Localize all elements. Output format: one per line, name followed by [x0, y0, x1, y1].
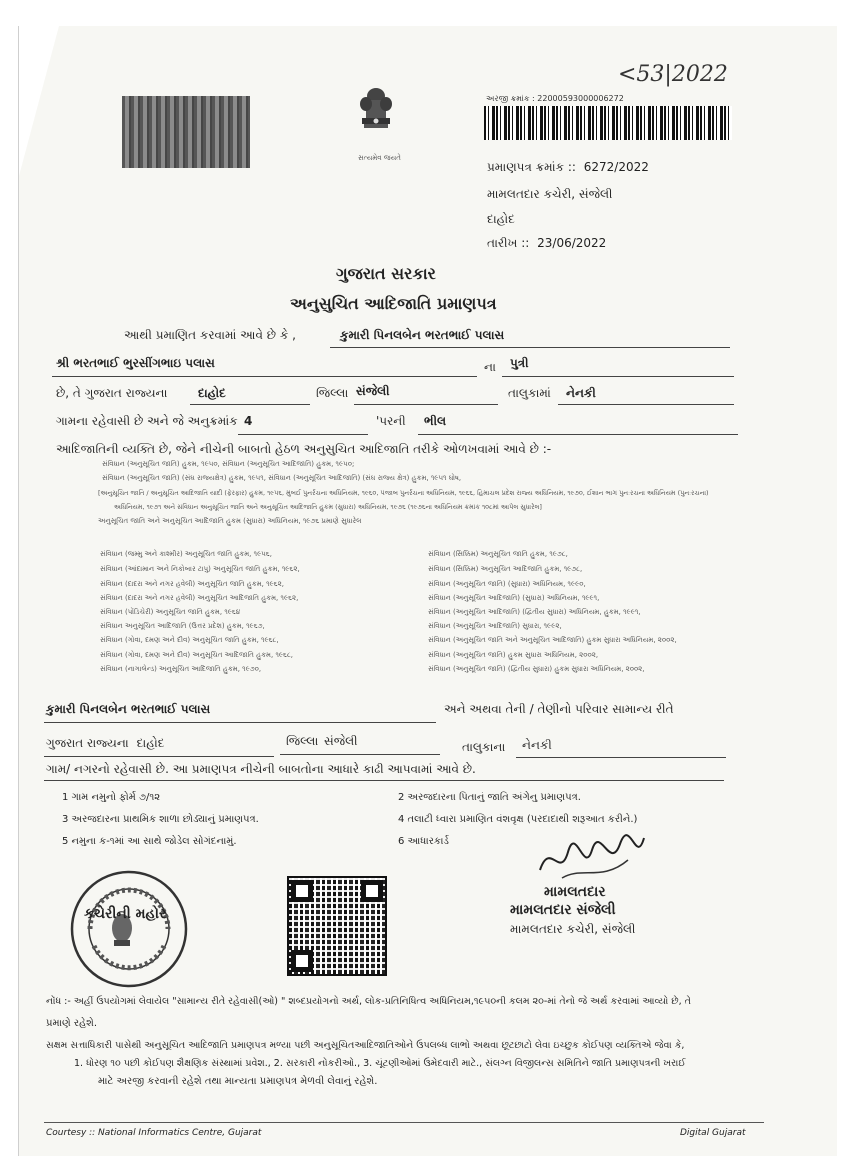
- orders-left-2: સંવિધાન (આંદામાન અને નિકોબાર ટાપુ) અનુસૂચિત જાતિ હુકમ, ૧૯૬૨,: [100, 565, 300, 573]
- document-1: 1 ગામ નમુનો ફોર્મ ૭/૧૨: [62, 792, 161, 803]
- family-text: અને અથવા તેની / તેણીનો પરિવાર સામાન્ય રીતે: [444, 702, 674, 716]
- signatory-office: મામલતદાર કચેરી, સંજેલી: [510, 922, 636, 936]
- note-line: નોંધ :- અહીં ઉપયોગમાં લેવાયેલ "સામાન્ય રીતે રહેવાસી(ઓ) " શબ્દપ્રયોગનો અર્થ, લોક-પ્રતિનિધિત્વ અધિનિયમ,૧૯૫૦ની કલમ ૨૦-માં તેનો જે અર્થ કરવામાં આવ્યો છે, તે: [46, 996, 691, 1007]
- benefit-line-1: સક્ષમ સત્તાધિકારી પાસેથી અનુસૂચિત આદિજાતિ પ્રમાણપત્ર મળ્યા પછી અનુસૂચિતઆદિજાતિઓને ઉપલબ્ધ લાભો અથવા છૂટછાટો લેવા ઇચ્છુક કોઈપણ વ્યક્તિએ જેવા કે,: [46, 1040, 685, 1051]
- father-name: શ્રી ભરતભાઈ ભુરસીંગભાઇ પલાસ: [56, 356, 215, 370]
- orders-line-5: અનુસૂચિત જાતિ અને અનુસૂચિત આદિજાતિ હુકમ (સુધારા) અધિનિયમ, ૧૯૭૬ પ્રમાણે સુધારેલ: [98, 517, 362, 525]
- document-5: 5 નમુના ક-૧માં આ સાથે જોડેલ સોગંદનામું.: [62, 836, 237, 847]
- second-village-value: નેનકી: [522, 738, 552, 752]
- district-line: [190, 404, 310, 405]
- issued-line: [44, 780, 724, 781]
- qr-finder-top-right: [361, 880, 383, 902]
- district-label: જિલ્લા: [316, 386, 349, 400]
- orders-left-4: સંવિધાન (દાદરા અને નગર હવેલી) અનુસૂચિત આદિજાતિ હુકમ, ૧૯૬૨,: [100, 594, 299, 602]
- village-line: [558, 404, 734, 405]
- document-6: 6 આધારકાર્ડ: [398, 836, 449, 847]
- certificate-number-label: પ્રમાણપત્ર ક્રમાંક ::: [487, 160, 576, 174]
- tribe-value: ભીલ: [424, 414, 447, 428]
- footer-brand: Digital Gujarat: [680, 1128, 746, 1138]
- serial-suffix: 'પરની: [376, 414, 406, 428]
- taluka-label: તાલુકામાં: [508, 386, 551, 400]
- second-taluka-label: તાલુકાના: [462, 740, 506, 754]
- na-text: ના: [484, 360, 496, 374]
- government-heading: ગુજરાત સરકાર: [336, 264, 436, 283]
- issuing-office: મામલતદાર કચેરી, સંજેલી: [487, 187, 613, 201]
- state-text: છે, તે ગુજરાત રાજ્યના: [56, 386, 168, 400]
- taluka-line: [354, 404, 498, 405]
- signatory-name: મામલતદાર સંજેલી: [510, 902, 616, 918]
- resident-text: ગામના રહેવાસી છે અને જે અનુક્રમાંક: [56, 414, 238, 428]
- office-seal-stamp: [68, 868, 190, 990]
- document-4: 4 તલાટી ધ્વારા પ્રમાણિત વંશવૃક્ષ (પરદાદાથી શરૂઆત કરીને.): [398, 814, 638, 825]
- footer-divider: [44, 1122, 764, 1123]
- orders-right-5: સંવિધાન (અનુસૂચિત આદિજાતિ) (દ્વિતીય સુધારા) અધિનિયમ, હુકમ, ૧૯૯૧,: [428, 608, 641, 616]
- handwritten-reference: <53|2022: [618, 62, 728, 87]
- district-value: દાહોદ: [198, 386, 226, 400]
- second-applicant-name: કુમારી પિનલબેન ભરતભાઈ પલાસ: [46, 702, 211, 716]
- signature-scribble: [532, 830, 652, 890]
- issue-date-value: 23/06/2022: [537, 236, 607, 250]
- certify-text: આથી પ્રમાણિત કરવામાં આવે છે કે ,: [124, 328, 296, 342]
- orders-right-3: સંવિધાન (અનુસૂચિત જાતિ) (સુધારા) અધિનિયમ, ૧૯૯૦,: [428, 580, 586, 588]
- orders-left-8: સંવિધાન (ગોવા, દમણ અને દીવ) અનુસૂચિત આદિજાતિ હુકમ, ૧૯૬૮,: [100, 651, 294, 659]
- orders-left-6: સંવિધાન અનુસૂચિત આદિજાતિ (ઉત્તર પ્રદેશ) હુકમ, ૧૯૬૭,: [100, 622, 265, 630]
- orders-line-1: સંવિધાન (અનુસૂચિત જાતિ) હુકમ, ૧૯૫૦, સંવિધાન (અનુસૂચિત આદિજાતિ) હુકમ, ૧૯૫૦;: [102, 460, 355, 468]
- relation-value: પુત્રી: [510, 356, 529, 370]
- national-emblem-icon: [352, 82, 400, 152]
- orders-right-4: સંવિધાન (અનુસૂચિત આદિજાતિ) (સુધારા) અધિનિયમ, ૧૯૯૧,: [428, 594, 600, 602]
- issued-text: ગામ/ નગરનો રહેવાસી છે. આ પ્રમાણપત્ર નીચેની બાબતોના આધારે કાઢી આપવામાં આવે છે.: [46, 762, 476, 776]
- document-3: 3 અરજદારના પ્રાથમિક શાળા છોડ્યાનું પ્રમાણપત્ર.: [62, 814, 259, 825]
- village-value: નેનકી: [566, 386, 596, 400]
- issue-date-row: [487, 236, 606, 251]
- applicant-name: કુમારી પિનલબેન ભરતભાઈ પલાસ: [340, 328, 505, 342]
- verification-qr-code: [287, 876, 387, 976]
- orders-right-1: સંવિધાન (સિક્કિમ) અનુસૂચિત જાતિ હુકમ, ૧૯૭૮,: [428, 550, 568, 558]
- signatory-title: મામલતદાર: [544, 884, 606, 900]
- orders-line-4: અધિનિયમ, ૧૯૭૧ અને સંવિધાન અનુસૂચિત જાતિ અને અનુસૂચિત આદિજાતિ હુકમ (સુધારા) અધિનિયમ, ૧૯૭૬ (૧૯૭૬ના અધિનિયમ ક્રમાંક ૧૦૮માં આપેલ સુધારેલ]: [114, 503, 542, 511]
- folded-corner: [19, 26, 59, 176]
- seal-text: કચેરીની મહોર: [84, 906, 167, 922]
- issue-date-label: તારીખ ::: [487, 236, 530, 250]
- orders-left-7: સંવિધાન (ગોવા, દમણ અને દીવ) અનુસૂચિત જાતિ હુકમ, ૧૯૬૮,: [100, 636, 279, 644]
- second-village-line: [516, 757, 726, 758]
- orders-left-5: સંવિધાન (પોંડિચેરી) અનુસૂચિત જાતિ હુકમ, ૧૯૬૪: [100, 608, 241, 616]
- orders-right-9: સંવિધાન (અનુસૂચિત જાતિ) (દ્વિતીય સુધારા) હુકમ સુધારા અધિનિયમ, ૨૦૦૨,: [428, 665, 645, 673]
- certificate-title: અનુસુચિત આદિજાતિ પ્રમાણપત્ર: [290, 294, 497, 313]
- taluka-value: સંજેલી: [356, 384, 390, 398]
- application-number: અરજી ક્રમાંક : 22000593000006272: [486, 94, 624, 103]
- second-state-prefix: ગુજરાત રાજ્યના: [46, 736, 129, 750]
- application-barcode: [484, 106, 732, 140]
- second-district-line: [44, 756, 274, 757]
- orders-right-6: સંવિધાન (અનુસૂચિત આદિજાતિ) સુધારા, ૧૯૯૨,: [428, 622, 562, 630]
- applicant-photo: [122, 96, 250, 168]
- orders-line-3: [અનુસૂચિત જાતિ / અનુસૂચિત આદિજાતિ યાદી (ફેરફાર) હુકમ, ૧૯૫૬, મુંબઈ પુનર્રચના અધિનિયમ, ૧૯૬૦, પંજાબ પુનર્રચના અધિનિયમ, ૧૯૬૬, હિમાચલ પ્રદેશ રાજ્ય અધિનિયમ, ૧૯૭૦, ઈશાન ભાગ પુનઃરચના અધિનિયમ (પુનઃરચના): [98, 489, 709, 497]
- emblem-motto: સત્યમેવ જયતે: [358, 154, 401, 162]
- serial-number: 4: [244, 414, 253, 428]
- note-line-cont: પ્રમાણે રહેશે.: [46, 1018, 98, 1029]
- document-2: 2 અરજદારના પિતાનું જાતિ અંગેનુ પ્રમાણપત્ર.: [398, 792, 581, 803]
- second-state-text: [46, 736, 164, 751]
- issuing-district: દાહોદ: [487, 212, 515, 226]
- applicant-name-line: [330, 347, 730, 348]
- orders-right-7: સંવિધાન (અનુસૂચિત જાતિ અને અનુસૂચિત આદિજાતિ) હુકમ સુધારા અધિનિયમ, ૨૦૦૨,: [428, 636, 677, 644]
- second-taluka-line: [280, 754, 440, 755]
- benefit-line-2: 1. ધોરણ ૧૦ પછી કોઈપણ શૈક્ષણિક સંસ્થામાં પ્રવેશ., 2. સરકારી નોકરીઓ., 3. ચૂંટણીઓમાં ઉમેદવારી માટે., સંલગ્ન વિજીલન્સ સમિતિને જાતિ પ્રમાણપત્રની ખરાઈ: [74, 1058, 686, 1069]
- father-name-line: [52, 376, 477, 377]
- second-district-label: જિલ્લા: [286, 734, 319, 748]
- orders-right-2: સંવિધાન (સિક્કિમ) અનુસૂચિત આદિજાતિ હુકમ, ૧૯૭૮,: [428, 565, 583, 573]
- second-district-value: દાહોદ: [136, 736, 165, 750]
- tribe-text: આદિજાતિની વ્યક્તિ છે, જેને નીચેની બાબતો હેઠળ અનુસુચિત આદિજાતિ તરીકે ઓળખવામાં આવે છે :-: [56, 442, 552, 456]
- second-name-line: [44, 722, 436, 723]
- orders-left-9: સંવિધાન (નાગાલેન્ડ) અનુસૂચિત આદિજાતિ હુકમ, ૧૯૭૦,: [100, 665, 262, 673]
- relation-line: [502, 376, 734, 377]
- orders-right-8: સંવિધાન (અનુસૂચિત જાતિ) હુકમ સુધારા અધિનિયમ, ૨૦૦૨,: [428, 651, 599, 659]
- certificate-number-value: 6272/2022: [583, 160, 649, 174]
- second-taluka-value: સંજેલી: [324, 734, 358, 748]
- qr-finder-top-left: [291, 880, 313, 902]
- tribe-line: [418, 434, 738, 435]
- certificate-number-row: [487, 160, 649, 175]
- benefit-line-3: માટે અરજી કરવાની રહેશે તથા માન્યતા પ્રમાણપત્ર મેળવી લેવાનું રહેશે.: [98, 1076, 378, 1087]
- qr-finder-bottom-left: [291, 950, 313, 972]
- footer-courtesy: Courtesy :: National Informatics Centre, Gujarat: [46, 1128, 262, 1138]
- orders-left-3: સંવિધાન (દાદરા અને નગર હવેલી) અનુસૂચિત જાતિ હુકમ, ૧૯૬૨,: [100, 580, 284, 588]
- serial-line: [238, 434, 368, 435]
- orders-line-2: સંવિધાન (અનુસૂચિત જાતિ) (સંઘ રાજ્યક્ષેત્ર) હુકમ, ૧૯૫૧, સંવિધાન (અનુસૂચિત આદિજાતિ) (સંઘ રાજ્ય ક્ષેત્ર) હુકમ, ૧૯૫૧ ઘોષ,: [102, 474, 462, 482]
- orders-left-1: સંવિધાન (જમ્મુ અને કાશ્મીર) અનુસૂચિત જાતિ હુકમ, ૧૯૫૬,: [100, 550, 272, 558]
